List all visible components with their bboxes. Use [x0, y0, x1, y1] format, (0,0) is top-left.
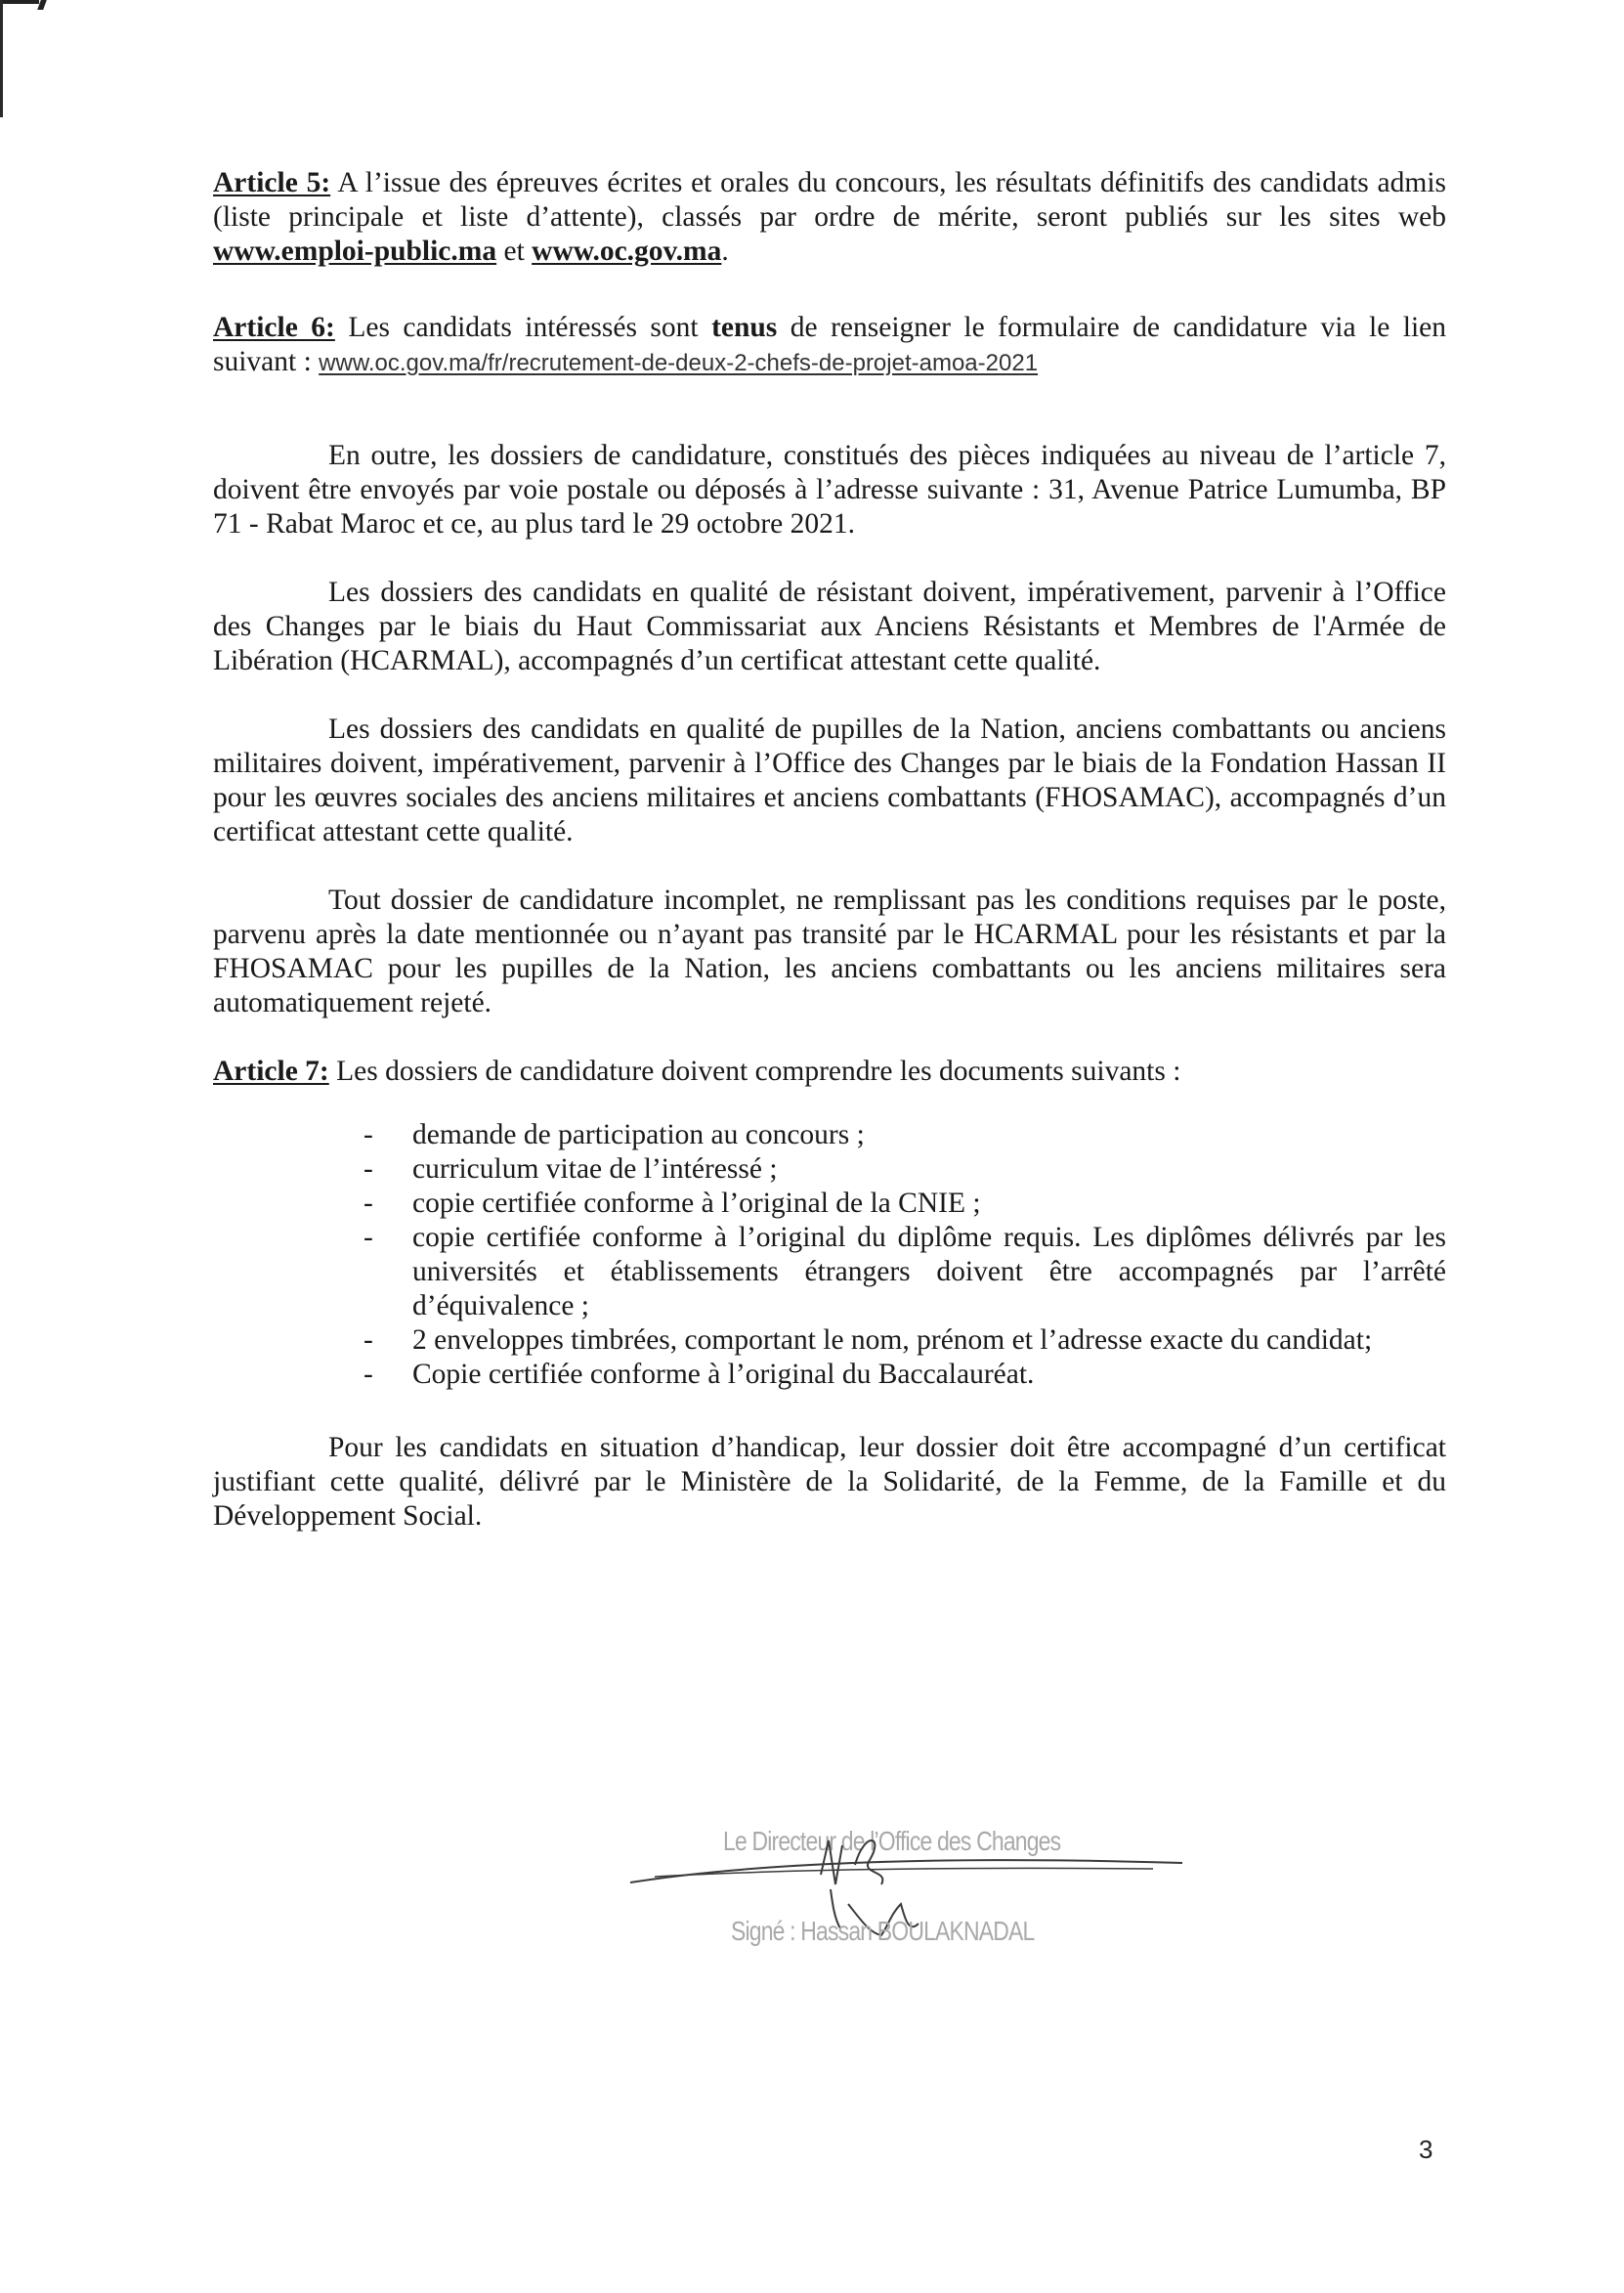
document-body [213, 166, 1446, 1534]
article-5-label: Article 5: [213, 167, 331, 198]
list-item [363, 1323, 1446, 1358]
website-emploi-public: www.emploi-public.ma [213, 236, 497, 267]
article-5-text-a: A l’issue des épreuves écrites et orales du concours, les résultats définitifs des candidats admis (liste principale et liste d’attente), classés par ordre de mérite, seront publiés sur les sites web [213, 167, 1447, 233]
list-bullet: - [363, 1188, 373, 1219]
article-5 [213, 166, 1446, 269]
list-bullet: - [363, 1324, 373, 1356]
list-item-text: demande de participation au concours ; [412, 1119, 865, 1150]
article-6-bold-word: tenus [711, 312, 778, 343]
list-item [363, 1152, 1446, 1187]
article-7-intro: Les dossiers de candidature doivent comprendre les documents suivants : [328, 1056, 1181, 1087]
paragraph-resistants: Les dossiers des candidats en qualité de résistant doivent, impérativement, parvenir à l’Office des Changes par le biais du Haut Commissariat aux Anciens Résistants et Membres de l'Armée de Libération (HCARMAL), accompagnés d’un certificat attestant cette qualité. [213, 577, 1446, 676]
article-7 [213, 1055, 1446, 1089]
paragraph-pupilles: Les dossiers des candidats en qualité de pupilles de la Nation, anciens combattants ou anciens militaires doivent, impérativement, parvenir à l’Office des Changes par le biais de la Fondation Hassan II pour les œuvres sociales des anciens militaires et anciens combattants (FHOSAMAC), accompagnés d’un certificat attestant cette qualité. [213, 714, 1446, 847]
article-5-text-c: . [721, 236, 729, 267]
signature-title: Le Directeur de l’Office des Changes [723, 1826, 1061, 1856]
list-item-text: curriculum vitae de l’intéressé ; [412, 1153, 778, 1185]
article-6-label: Article 6: [213, 312, 335, 343]
scan-edge-line [0, 0, 3, 117]
list-item-text: copie certifiée conforme à l’original de la CNIE ; [412, 1188, 981, 1219]
website-oc-gov: www.oc.gov.ma [532, 236, 722, 267]
signature-signed-name: Signé : Hassan BOULAKNADAL [731, 1916, 1035, 1946]
list-item-text: copie certifiée conforme à l’original du diplôme requis. Les diplômes délivrés par les universités et établissements étrangers doivent être accompagnés par l’arrêté d’équivalence ; [412, 1222, 1446, 1321]
article-7-label: Article 7: [213, 1056, 329, 1087]
list-item-text: 2 enveloppes timbrées, comportant le nom, prénom et l’adresse exacte du candidat; [412, 1324, 1373, 1356]
list-item-text: Copie certifiée conforme à l’original du Baccalauréat. [412, 1359, 1035, 1390]
article-6-text-b: de renseigner le formulaire de candidature via le lien suivant : [213, 312, 1447, 377]
article-6 [213, 311, 1446, 380]
list-bullet: - [363, 1119, 373, 1150]
article-5-text-b: et [496, 236, 533, 267]
list-item [363, 1221, 1446, 1323]
article-6-text-a: Les candidats intéressés sont [334, 312, 712, 343]
required-documents-list [213, 1118, 1446, 1392]
paragraph-incomplete-dossier: Tout dossier de candidature incomplet, ne remplissant pas les conditions requises par le poste, parvenu après la date mentionnée ou n’ayant pas transité par le HCARMAL pour les résistants et par la FHOSAMAC pour les pupilles de la Nation, les anciens combattants ou les anciens militaires sera automatiquement rejeté. [213, 885, 1446, 1018]
application-form-link[interactable]: www.oc.gov.ma/fr/recrutement-de-deux-2-chefs-de-projet-amoa-2021 [319, 350, 1039, 376]
list-item [363, 1358, 1446, 1392]
list-bullet: - [363, 1359, 373, 1390]
scan-edge-mark [0, 0, 39, 4]
list-bullet: - [363, 1222, 373, 1253]
list-item [363, 1118, 1446, 1152]
list-item [363, 1187, 1446, 1221]
page-number: 3 [1419, 2135, 1433, 2164]
list-bullet: - [363, 1153, 373, 1185]
signature-block [625, 1826, 1192, 1953]
paragraph-handicap: Pour les candidats en situation d’handicap, leur dossier doit être accompagné d’un certificat justifiant cette qualité, délivré par le Ministère de la Solidarité, de la Femme, de la Famille et du Développement Social. [213, 1432, 1446, 1532]
paragraph-submission-address: En outre, les dossiers de candidature, constitués des pièces indiquées au niveau de l’article 7, doivent être envoyés par voie postale ou déposés à l’adresse suivante : 31, Avenue Patrice Lumumba, BP 71 - Rabat Maroc et ce, au plus tard le 29 octobre 2021. [213, 440, 1446, 540]
